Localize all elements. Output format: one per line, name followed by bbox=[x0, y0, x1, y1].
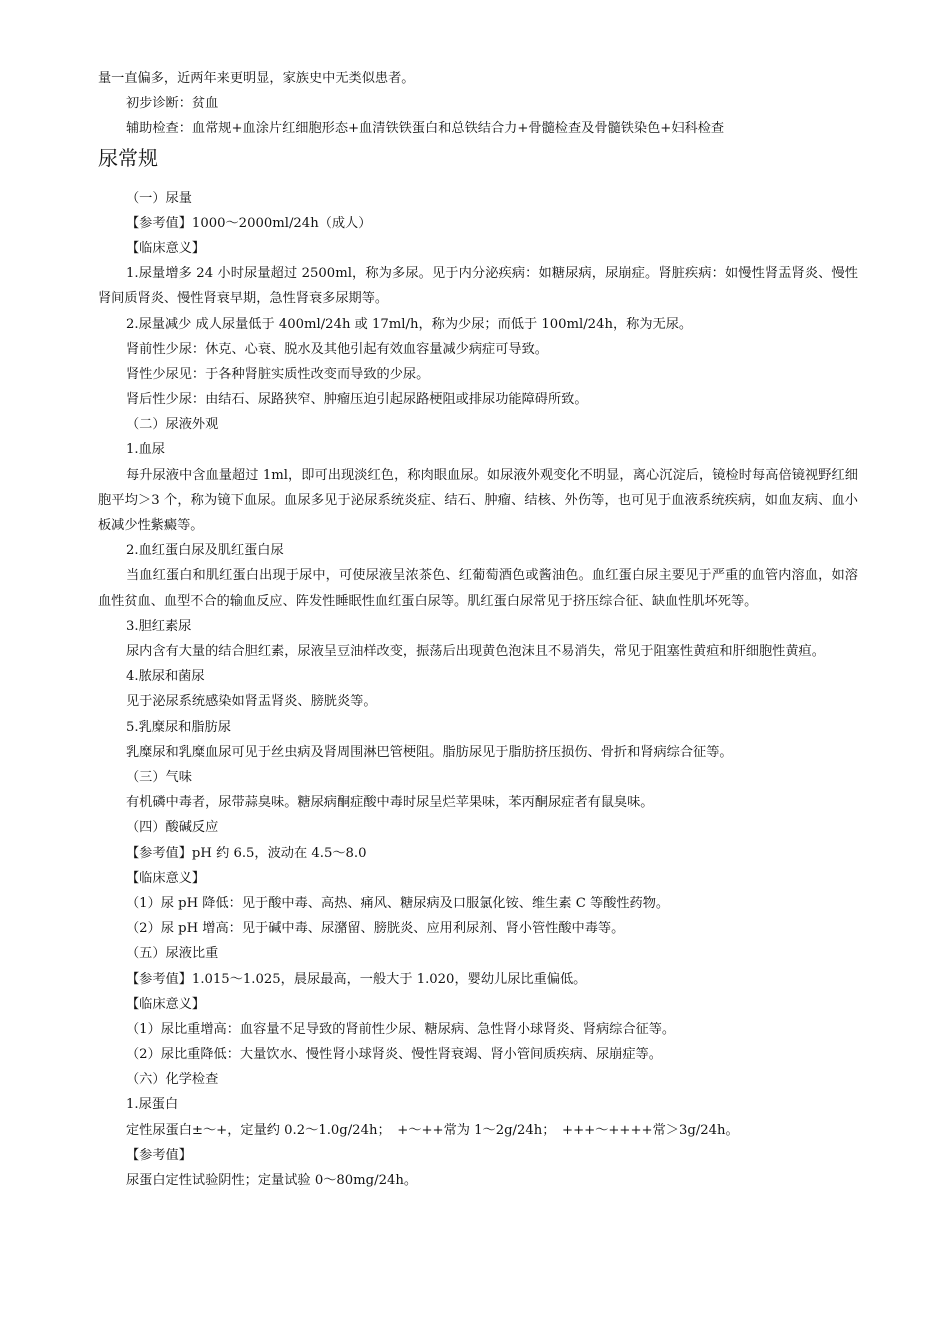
volume-paragraph-1: 1.尿量增多 24 小时尿量超过 2500ml，称为多尿。见于内分泌疾病：如糖尿病，尿崩症。肾脏疾病：如慢性肾盂肾炎、慢性肾间质肾炎、慢性肾衰早期，急性肾衰多尿期等。 bbox=[98, 266, 858, 307]
volume-ref: 【参考值】1000～2000ml/24h（成人） bbox=[126, 215, 372, 231]
gravity-title: （五）尿液比重 bbox=[126, 946, 219, 962]
volume-paragraph-3: 肾前性少尿：休克、心衰、脱水及其他引起有效血容量减少病症可导致。 bbox=[126, 341, 548, 357]
volume-title: （一）尿量 bbox=[126, 190, 192, 206]
chyluria-heading: 5.乳糜尿和脂肪尿 bbox=[126, 719, 231, 735]
ph-ref: 【参考值】pH 约 6.5，波动在 4.5～8.0 bbox=[126, 845, 367, 861]
volume-paragraph-5: 肾后性少尿：由结石、尿路狭窄、肿瘤压迫引起尿路梗阻或排尿功能障碍所致。 bbox=[126, 392, 588, 408]
pyuria-heading: 4.脓尿和菌尿 bbox=[126, 669, 205, 685]
bilirubinuria-heading: 3.胆红素尿 bbox=[126, 618, 192, 634]
chyluria-text: 乳糜尿和乳糜血尿可见于丝虫病及肾周围淋巴管梗阻。脂肪尿见于脂肪挤压损伤、骨折和肾病综合征等。 bbox=[126, 744, 733, 760]
appearance-title: （二）尿液外观 bbox=[126, 417, 219, 433]
section-title: 尿常规 bbox=[98, 145, 158, 170]
volume-paragraph-2: 2.尿量减少 成人尿量低于 400ml/24h 或 17ml/h，称为少尿；而低于 100ml/24h，称为无尿。 bbox=[126, 316, 693, 332]
bilirubinuria-text: 尿内含有大量的结合胆红素，尿液呈豆油样改变，振荡后出现黄色泡沫且不易消失，常见于阻塞性黄疸和肝细胞性黄疸。 bbox=[126, 644, 825, 660]
odor-text: 有机磷中毒者，尿带蒜臭味。糖尿病酮症酸中毒时尿呈烂苹果味，苯丙酮尿症者有鼠臭味。 bbox=[126, 795, 654, 811]
hematuria-text: 每升尿液中含血量超过 1ml，即可出现淡红色，称肉眼血尿。如尿液外观变化不明显，离心沉淀后，镜检时每高倍镜视野红细胞平均＞3 个，称为镜下血尿。血尿多见于泌尿系统炎症、结石、肿瘤、结核、外伤等，也可见于血液系统疾病，如血友病、血小板减少性紫癜等。 bbox=[98, 467, 858, 534]
hematuria-heading: 1.血尿 bbox=[126, 442, 165, 458]
gravity-ref: 【参考值】1.015～1.025，晨尿最高，一般大于 1.020，婴幼儿尿比重偏低。 bbox=[126, 971, 587, 987]
document-body bbox=[98, 66, 858, 1193]
hemoglobinuria-heading: 2.血红蛋白尿及肌红蛋白尿 bbox=[126, 543, 284, 559]
gravity-clinical-label: 【临床意义】 bbox=[126, 996, 206, 1012]
ph-clinical-label: 【临床意义】 bbox=[126, 870, 206, 886]
protein-qualitative: 定性尿蛋白±～+，定量约 0.2～1.0g/24h； +～++常为 1～2g/24h； +++～++++常＞3g/24h。 bbox=[126, 1122, 739, 1138]
gravity-low: （2）尿比重降低：大量饮水、慢性肾小球肾炎、慢性肾衰竭、肾小管间质疾病、尿崩症等。 bbox=[126, 1047, 662, 1063]
protein-heading: 1.尿蛋白 bbox=[126, 1097, 179, 1113]
protein-ref-text: 尿蛋白定性试验阴性；定量试验 0～80mg/24h。 bbox=[126, 1173, 418, 1188]
ph-title: （四）酸碱反应 bbox=[126, 820, 219, 836]
ph-low: （1）尿 pH 降低：见于酸中毒、高热、痛风、糖尿病及口服氯化铵、维生素 C 等酸性药物。 bbox=[126, 895, 670, 911]
diagnosis-line: 初步诊断：贫血 bbox=[126, 96, 219, 112]
gravity-high: （1）尿比重增高：血容量不足导致的肾前性少尿、糖尿病、急性肾小球肾炎、肾病综合征等。 bbox=[126, 1021, 676, 1037]
protein-ref-label: 【参考值】 bbox=[126, 1147, 192, 1163]
chemistry-title: （六）化学检查 bbox=[126, 1072, 219, 1088]
hemoglobinuria-text: 当血红蛋白和肌红蛋白出现于尿中，可使尿液呈浓茶色、红葡萄酒色或酱油色。血红蛋白尿主要见于严重的血管内溶血，如溶血性贫血、血型不合的输血反应、阵发性睡眠性血红蛋白尿等。肌红蛋白尿常见于挤压综合征、缺血性肌坏死等。 bbox=[98, 568, 858, 609]
exams-line: 辅助检查：血常规+血涂片红细胞形态+血清铁铁蛋白和总铁结合力+骨髓检查及骨髓铁染色+妇科检查 bbox=[126, 121, 725, 137]
pyuria-text: 见于泌尿系统感染如肾盂肾炎、膀胱炎等。 bbox=[126, 694, 377, 710]
volume-clinical-label: 【临床意义】 bbox=[126, 240, 206, 256]
ph-high: （2）尿 pH 增高：见于碱中毒、尿潴留、膀胱炎、应用利尿剂、肾小管性酸中毒等。 bbox=[126, 921, 625, 937]
volume-paragraph-4: 肾性少尿见：于各种肾脏实质性改变而导致的少尿。 bbox=[126, 366, 430, 382]
odor-title: （三）气味 bbox=[126, 770, 192, 785]
intro-line: 量一直偏多，近两年来更明显，家族史中无类似患者。 bbox=[98, 71, 415, 86]
